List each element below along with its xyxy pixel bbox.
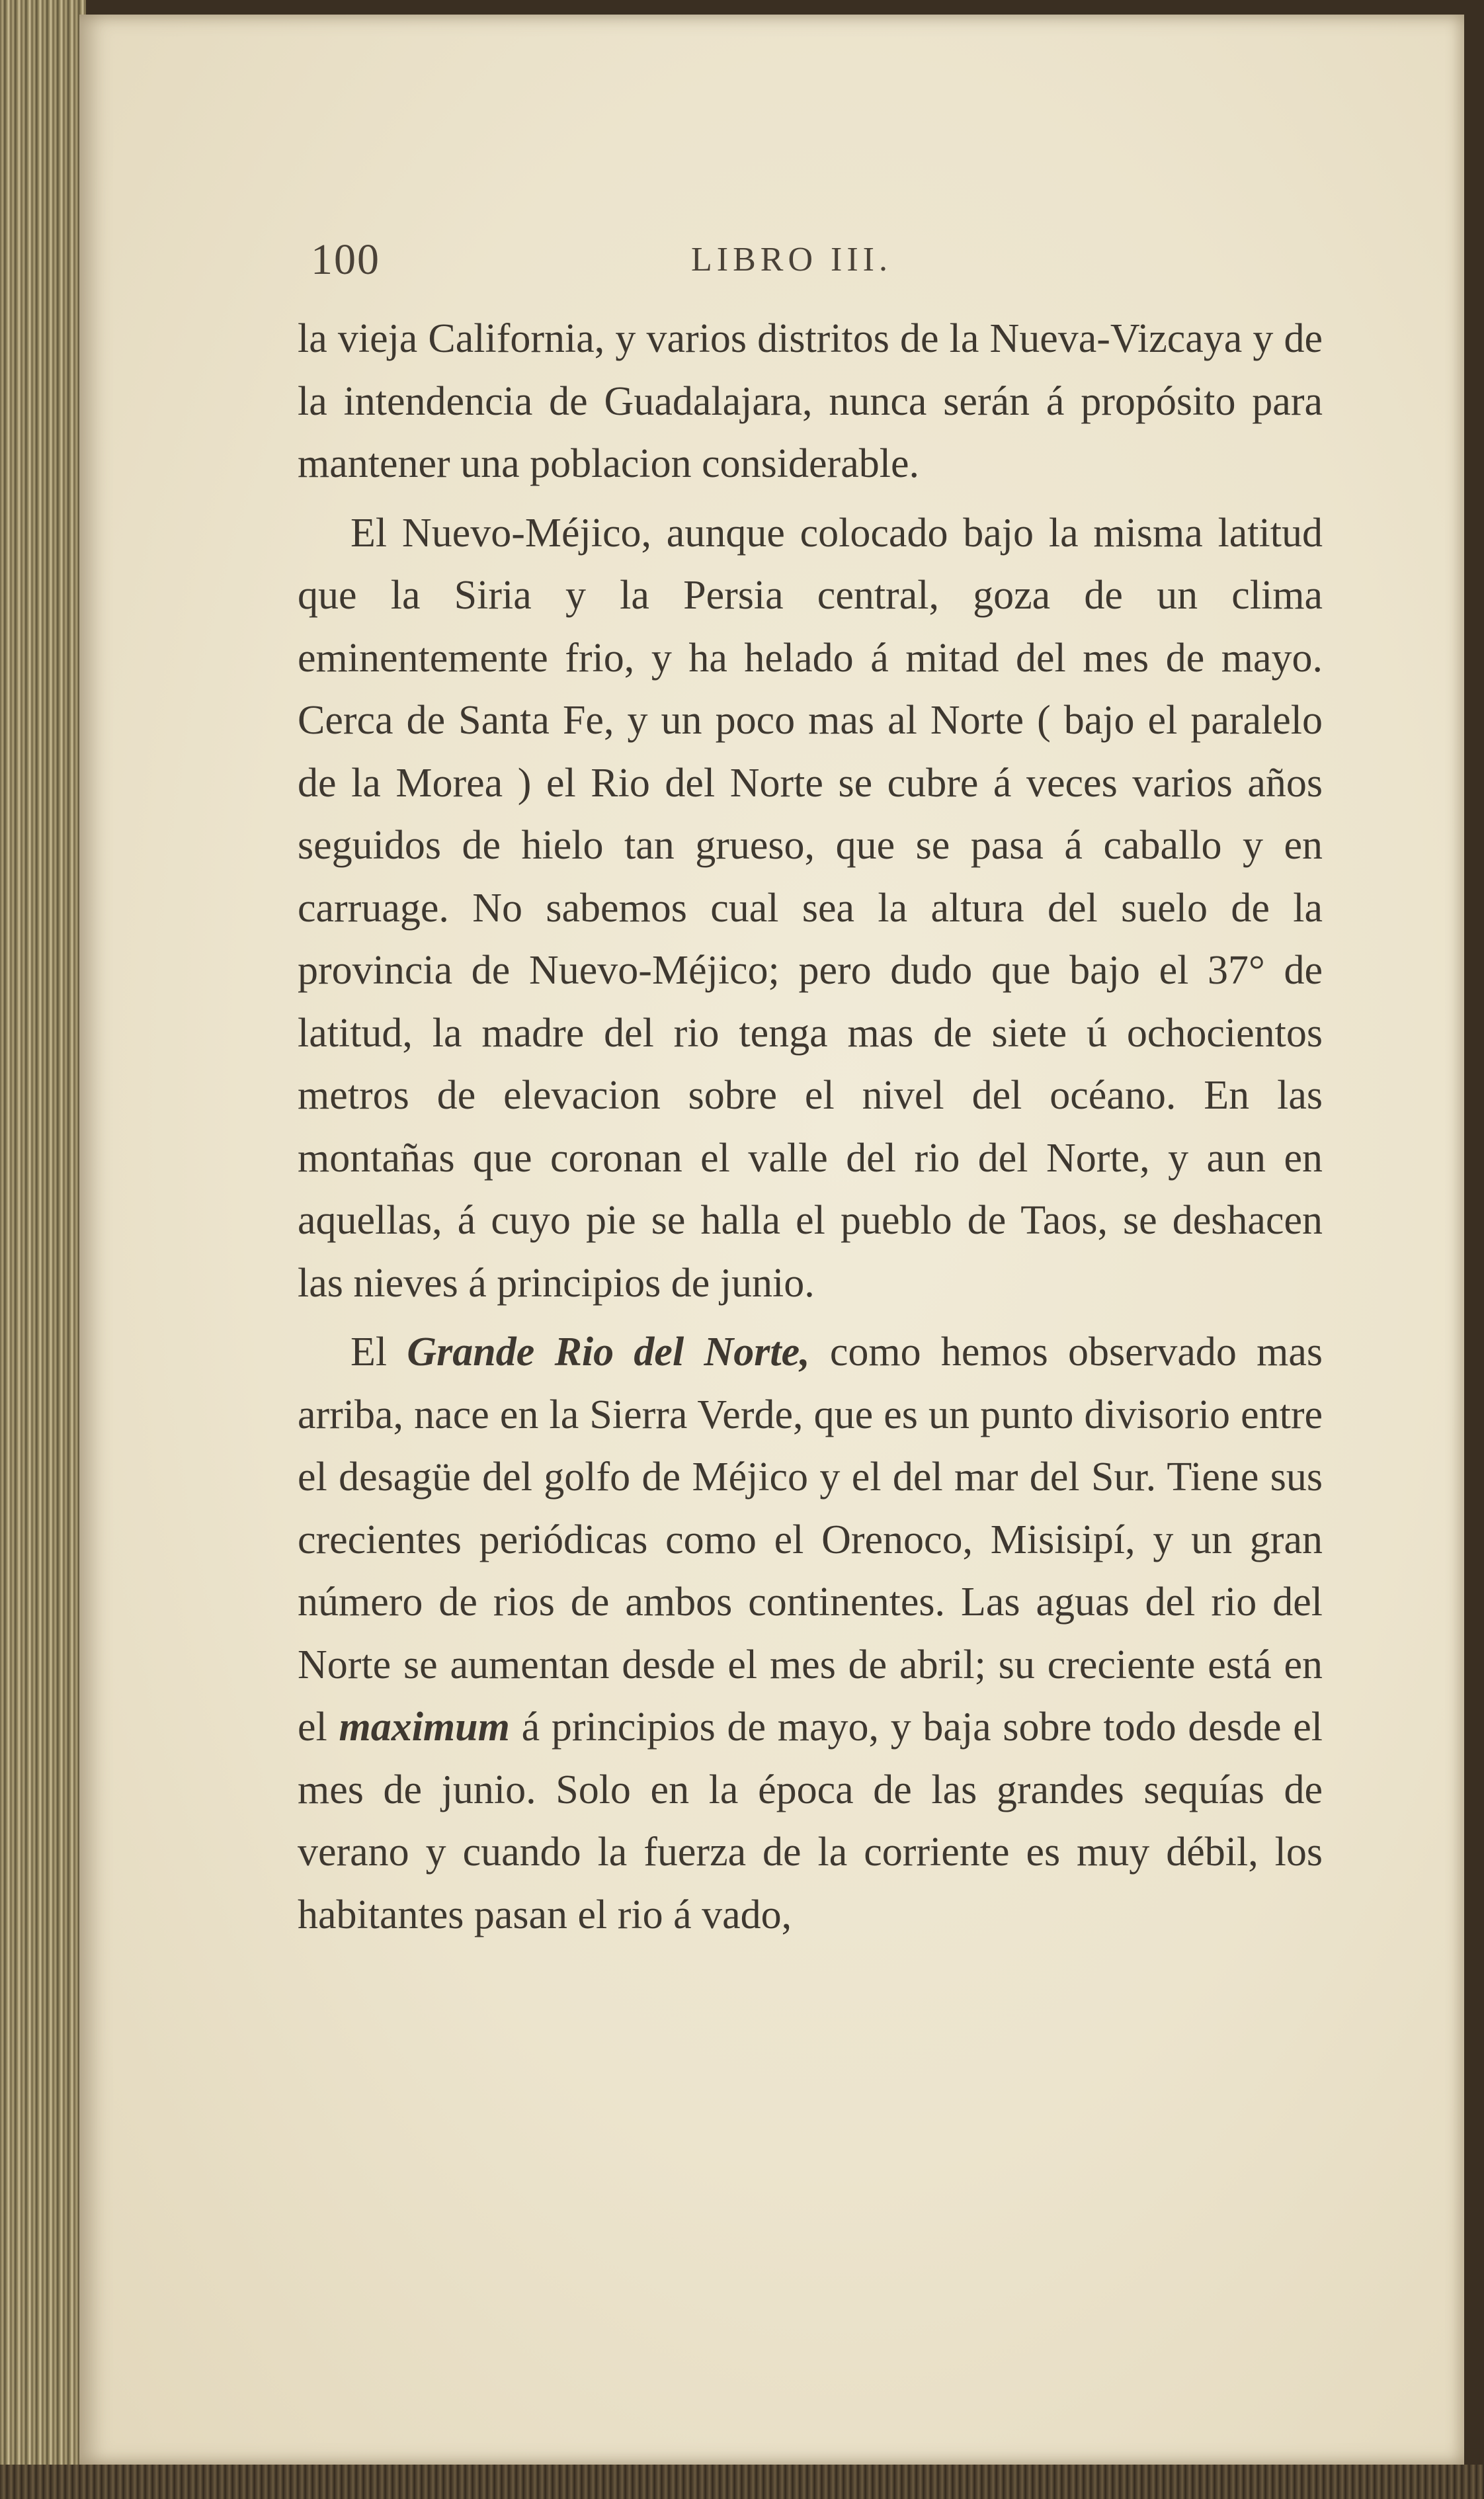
paragraph-3-lead: El: [350, 1330, 388, 1375]
bottom-edge: [0, 2465, 1484, 2499]
top-edge: [0, 0, 1484, 15]
running-head: [311, 235, 1342, 294]
maximum-term-italic: maximum: [339, 1705, 510, 1750]
paragraph-3-part-2: á principios de mayo, y baja sobre todo desde el mes de junio. Solo en la época de las grandes sequías de verano y cuando la fuerza de la corriente es muy débil, los habitantes pasan el rio á vado,: [298, 1705, 1323, 1937]
running-head-title: LIBRO III.: [691, 241, 892, 278]
paragraph-3: [298, 1321, 1323, 1946]
body-text: [298, 308, 1323, 1946]
right-edge: [1464, 0, 1484, 2499]
river-name-italic: Grande Rio del Norte,: [407, 1330, 810, 1375]
page-number: 100: [311, 235, 380, 284]
paragraph-3-part-1: como hemos observado mas arriba, nace en la Sierra Verde, que es un punto divisorio entre el desagüe del golfo de Méjico y el del mar del Sur. Tiene sus crecientes periódicas como el Orenoco, Misisipí, y un gran número de rios de ambos continentes. Las aguas del rio del Norte se aumentan desde el mes de abril; su creciente está en el: [298, 1330, 1323, 1750]
paragraph-1: la vieja California, y varios distritos de la Nueva-Vizcaya y de la intendencia de Guadalajara, nunca serán á propósito para mantener una poblacion considerable.: [298, 316, 1323, 486]
page-edges: [0, 0, 86, 2499]
paragraph-2: El Nuevo-Méjico, aunque colocado bajo la misma latitud que la Siria y la Persia central, goza de un clima eminentemente frio, y ha helado á mitad del mes de mayo. Cerca de Santa Fe, y un poco mas al Norte ( bajo el paralelo de la Morea ) el Rio del Norte se cubre á veces varios años seguidos de hielo tan grueso, que se pasa á caballo y en carruage. No sabemos cual sea la altura del suelo de la provincia de Nuevo-Méjico; pero dudo que bajo el 37° de latitud, la madre del rio tenga mas de siete ú ochocientos metros de elevacion sobre el nivel del océano. En las montañas que coronan el valle del rio del Norte, y aun en aquellas, á cuyo pie se halla el pueblo de Taos, se deshacen las nieves á principios de junio.: [298, 510, 1323, 1306]
